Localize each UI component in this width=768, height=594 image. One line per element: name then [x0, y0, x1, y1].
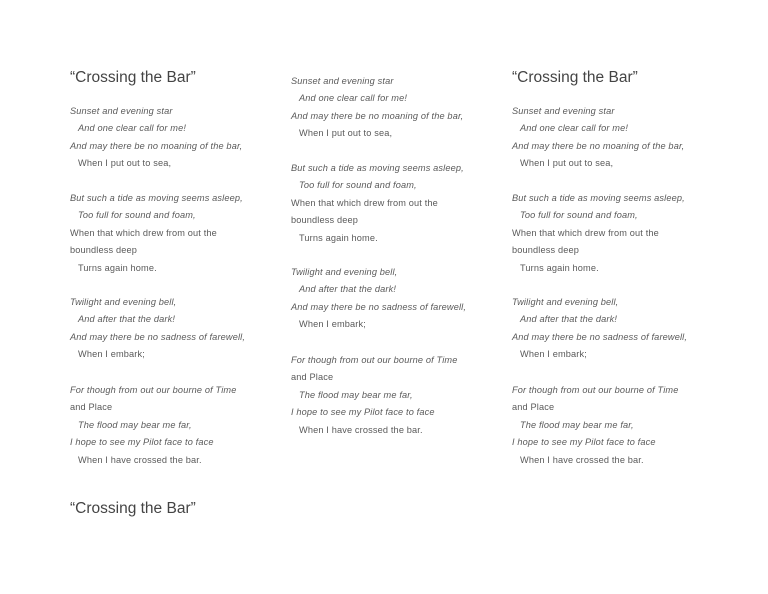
poem-line: and Place	[512, 402, 555, 413]
poem-line: And may there be no moaning of the bar,	[512, 140, 685, 151]
poem-line: And after that the dark!	[299, 284, 397, 295]
poem-line: For though from out our bourne of Time	[70, 385, 237, 395]
stanza-3	[512, 294, 732, 364]
poem-line: The flood may bear me far,	[78, 419, 192, 430]
stanza-1	[70, 103, 290, 173]
poem-line: When I embark;	[520, 349, 587, 360]
poem-title: “Crossing the Bar”	[512, 69, 638, 86]
stanza-3	[70, 294, 290, 364]
poem-line: When I embark;	[299, 319, 366, 330]
poem-line: and Place	[291, 372, 334, 383]
poem-line: For though from out our bourne of Time	[512, 385, 679, 395]
poem-title: “Crossing the Bar”	[70, 69, 196, 86]
poem-title: “Crossing the Bar”	[70, 500, 196, 517]
poem-line: And after that the dark!	[78, 314, 176, 325]
poem-line: And one clear call for me!	[299, 93, 408, 104]
poem-line: And after that the dark!	[520, 314, 618, 325]
stanza-2	[291, 160, 511, 247]
poem-line: The flood may bear me far,	[520, 419, 634, 430]
poem-line: When I put out to sea,	[520, 158, 614, 169]
poem-line: Twilight and evening bell,	[291, 267, 398, 277]
poem-line: boundless deep	[291, 215, 358, 226]
stanza-1	[291, 73, 511, 143]
poem-line: When I put out to sea,	[78, 158, 172, 169]
poem-line: Twilight and evening bell,	[512, 297, 619, 307]
poem-line: And may there be no sadness of farewell,	[512, 331, 688, 342]
stanza-1	[512, 103, 732, 173]
poem-line: I hope to see my Pilot face to face	[291, 407, 435, 418]
poem-line: And one clear call for me!	[520, 123, 629, 134]
poem-line: But such a tide as moving seems asleep,	[291, 163, 464, 173]
stanza-4	[291, 352, 511, 439]
poem-line: And may there be no sadness of farewell,	[70, 331, 246, 342]
poem-line: The flood may bear me far,	[299, 389, 413, 400]
poem-line: Sunset and evening star	[70, 106, 173, 116]
poem-line: When that which drew from out the	[70, 227, 217, 238]
stanza-2	[512, 190, 732, 277]
poem-line: And one clear call for me!	[78, 123, 187, 134]
poem-line: Too full for sound and foam,	[299, 180, 417, 191]
poem-line: boundless deep	[512, 245, 579, 256]
poem-line: When that which drew from out the	[291, 197, 438, 208]
poem-line: Turns again home.	[520, 262, 599, 273]
poem-line: Twilight and evening bell,	[70, 297, 177, 307]
stanza-4	[70, 382, 290, 469]
poem-line: When I have crossed the bar.	[299, 424, 423, 435]
poem-line: But such a tide as moving seems asleep,	[512, 193, 685, 203]
stanza-4	[512, 382, 732, 469]
poem-line: When I have crossed the bar.	[520, 454, 644, 465]
poem-line: I hope to see my Pilot face to face	[70, 437, 214, 448]
poem-line: Too full for sound and foam,	[78, 210, 196, 221]
poem-line: And may there be no moaning of the bar,	[70, 140, 243, 151]
poem-line: I hope to see my Pilot face to face	[512, 437, 656, 448]
poem-line: Too full for sound and foam,	[520, 210, 638, 221]
poem-line: And may there be no sadness of farewell,	[291, 301, 467, 312]
poem-line: Turns again home.	[299, 232, 378, 243]
poem-line: boundless deep	[70, 245, 137, 256]
poem-line: When I have crossed the bar.	[78, 454, 202, 465]
poem-line: But such a tide as moving seems asleep,	[70, 193, 243, 203]
poem-line: and Place	[70, 402, 113, 413]
poem-line: And may there be no moaning of the bar,	[291, 110, 464, 121]
poem-line: When I embark;	[78, 349, 145, 360]
poem-line: Sunset and evening star	[291, 76, 394, 86]
poem-line: Turns again home.	[78, 262, 157, 273]
stanza-3	[291, 264, 511, 334]
poem-line: When that which drew from out the	[512, 227, 659, 238]
poem-line: When I put out to sea,	[299, 128, 393, 139]
poem-line: For though from out our bourne of Time	[291, 355, 458, 365]
poem-line: Sunset and evening star	[512, 106, 615, 116]
stanza-2	[70, 190, 290, 277]
